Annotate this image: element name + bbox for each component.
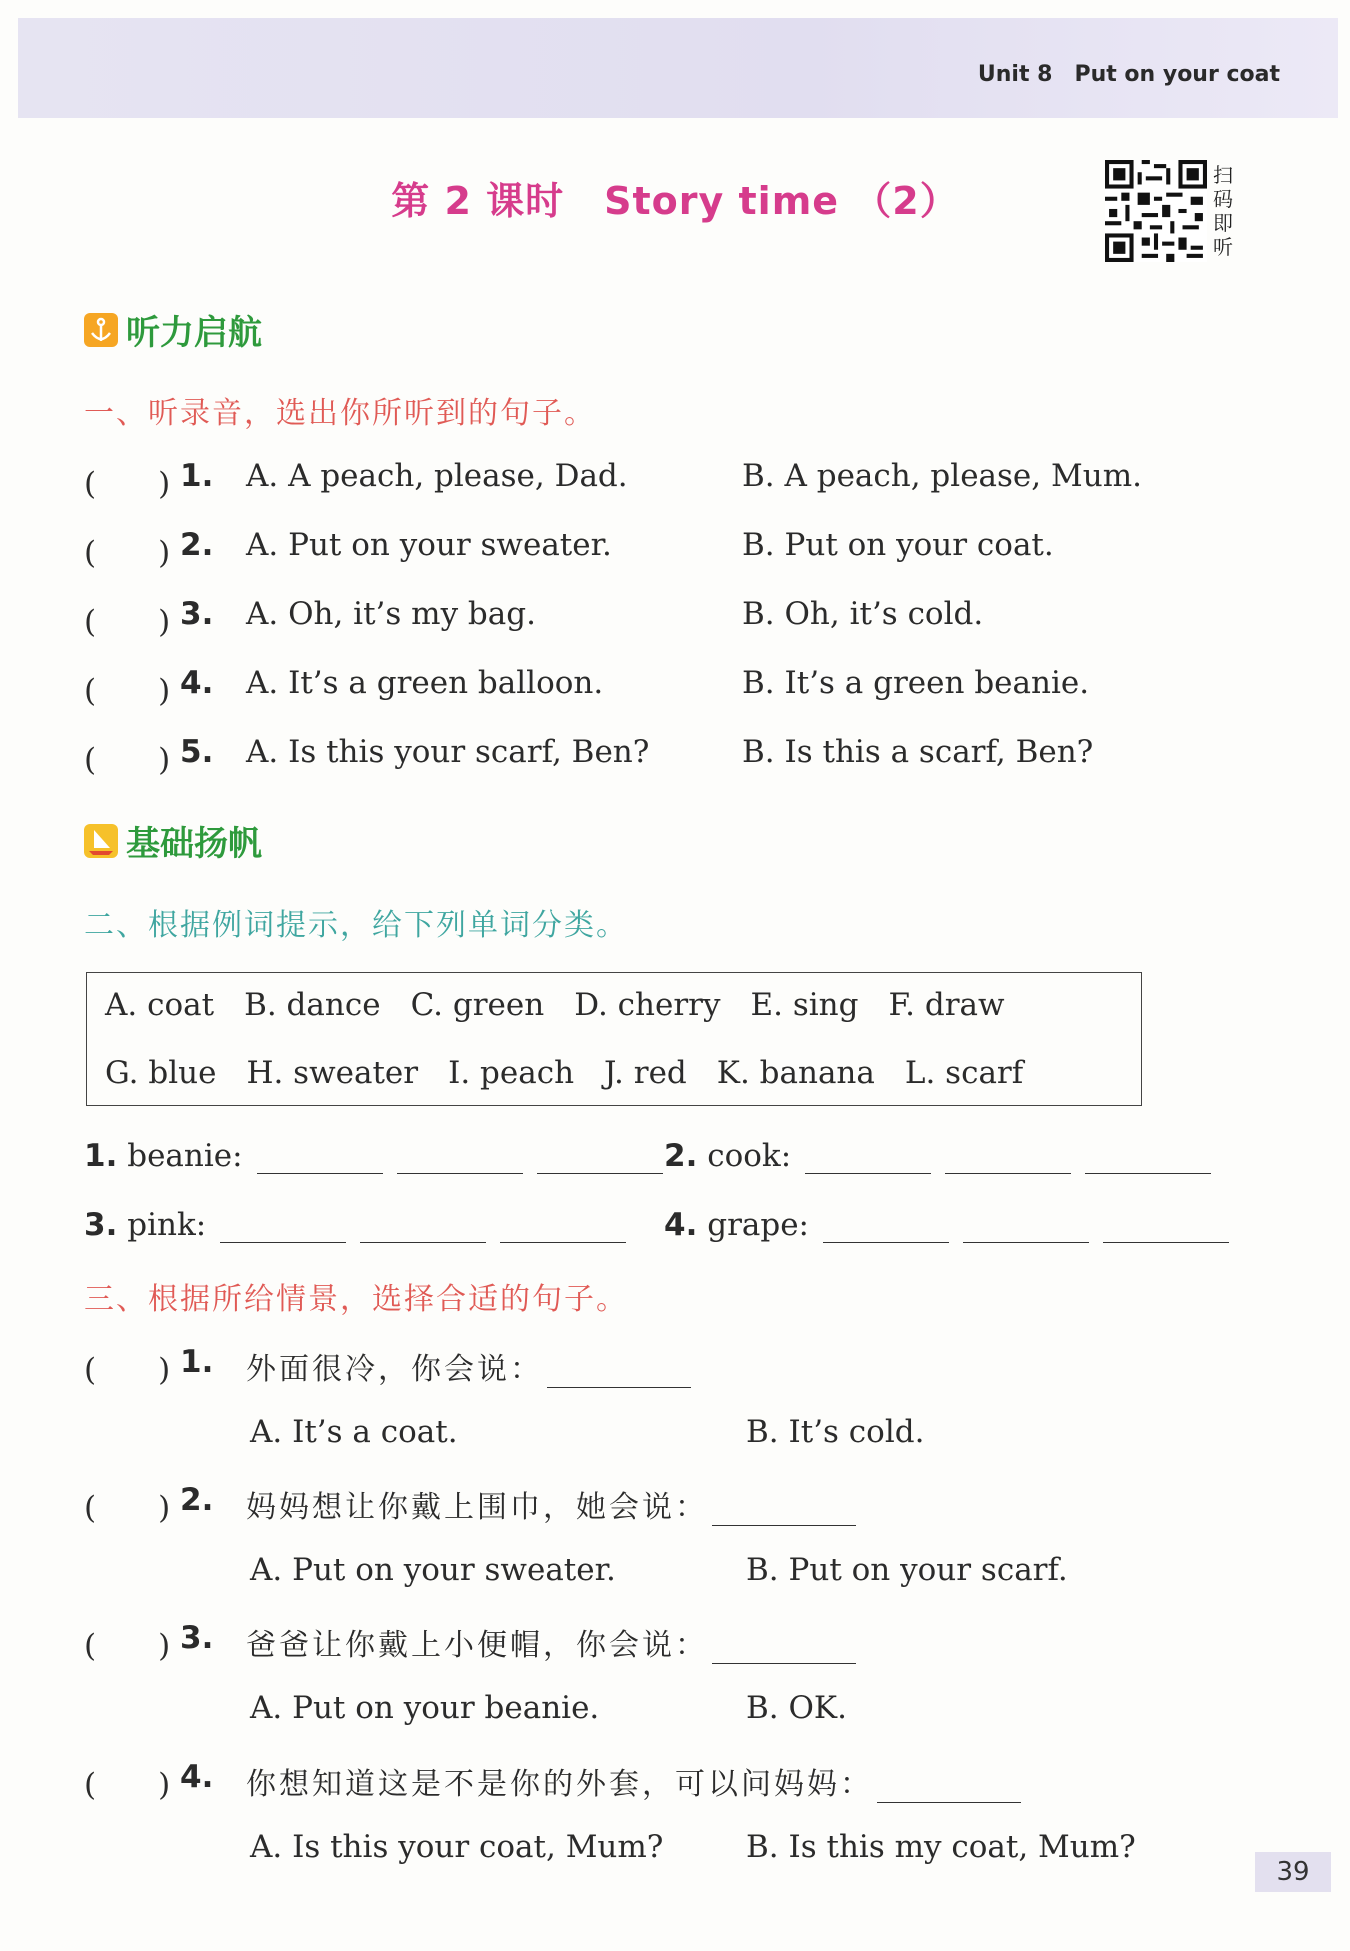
page-number: 39 [1255,1852,1331,1892]
answer-paren[interactable]: ( ) [84,1352,171,1388]
task2-title: 二、根据例词提示，给下列单词分类。 [84,908,628,943]
section-basics-title: 基础扬帆 [126,824,262,864]
option-a: A. It’s a green balloon. [246,665,604,701]
option-b: B. Put on your coat. [742,527,1054,563]
qr-label: 扫码即听 [1213,163,1233,259]
answer-paren[interactable]: ( ) [84,466,171,502]
item-number: 3. [180,596,214,632]
answer-blank[interactable] [547,1357,691,1388]
answer-blank[interactable] [805,1143,931,1174]
answer-blank[interactable] [537,1143,663,1174]
answer-paren[interactable]: ( ) [84,1767,171,1803]
answer-blank[interactable] [945,1143,1071,1174]
word-item: H. sweater [246,1055,419,1091]
task3-item-3-option-a: A. Put on your beanie. [250,1690,600,1726]
scenario-text: 爸爸让你戴上小便帽，你会说： [246,1628,708,1663]
lesson-title-cn: 第 2 课时 [391,179,565,223]
item-number: 5. [180,734,214,770]
item-number: 4. [180,1759,214,1795]
scenario-prompt [246,1620,856,1664]
task3-item-1-option-a: A. It’s a coat. [250,1414,458,1450]
task3-item-3-option-b: B. OK. [746,1690,847,1726]
answer-blank[interactable] [1085,1143,1211,1174]
word-item: E. sing [750,987,859,1023]
category-word: pink: [127,1207,207,1243]
lesson-title-en: Story time （2） [604,179,959,223]
answer-paren[interactable]: ( ) [84,604,171,640]
unit-label [978,62,1280,87]
section-basics [84,816,262,865]
option-b: B. It’s a green beanie. [742,665,1090,701]
task1-title: 一、听录音，选出你所听到的句子。 [84,396,596,431]
scenario-text: 外面很冷，你会说： [246,1352,543,1387]
scenario-prompt [246,1344,691,1388]
answer-blank[interactable] [963,1212,1089,1243]
word-item: J. red [604,1055,687,1091]
answer-paren[interactable]: ( ) [84,742,171,778]
task3-item-2-option-b: B. Put on your scarf. [746,1552,1068,1588]
word-item: B. dance [244,987,381,1023]
word-item: K. banana [716,1055,875,1091]
category-number: 3. [84,1207,118,1243]
word-item: A. coat [105,987,215,1023]
category-1 [84,1138,663,1174]
answer-paren[interactable]: ( ) [84,1490,171,1526]
answer-paren[interactable]: ( ) [84,535,171,571]
scenario-prompt [246,1759,1021,1803]
answer-blank[interactable] [500,1212,626,1243]
task3-item-4-option-b: B. Is this my coat, Mum? [746,1829,1136,1865]
category-word: cook: [707,1138,792,1174]
answer-blank[interactable] [1103,1212,1229,1243]
word-bank-row-1 [105,987,1035,1023]
answer-blank[interactable] [360,1212,486,1243]
category-word: grape: [707,1207,809,1243]
answer-blank[interactable] [257,1143,383,1174]
answer-blank[interactable] [397,1143,523,1174]
task3-item-4-option-a: A. Is this your coat, Mum? [250,1829,664,1865]
answer-paren[interactable]: ( ) [84,673,171,709]
category-4 [664,1207,1229,1243]
word-item: L. scarf [904,1055,1024,1091]
word-item: D. cherry [574,987,721,1023]
sail-icon [84,824,118,858]
item-number: 4. [180,665,214,701]
category-3 [84,1207,626,1243]
answer-blank[interactable] [712,1633,856,1664]
section-listening [84,305,262,354]
anchor-icon [84,313,118,347]
category-2 [664,1138,1211,1174]
option-a: A. Put on your sweater. [246,527,612,563]
item-number: 2. [180,527,214,563]
answer-blank[interactable] [877,1772,1021,1803]
word-bank [86,972,1142,1106]
answer-paren[interactable]: ( ) [84,1628,171,1664]
task3-item-2-option-a: A. Put on your sweater. [250,1552,616,1588]
option-b: B. Is this a scarf, Ben? [742,734,1094,770]
category-number: 2. [664,1138,698,1174]
item-number: 1. [180,458,214,494]
category-word: beanie: [127,1138,243,1174]
answer-blank[interactable] [712,1495,856,1526]
task3-item-1-option-b: B. It’s cold. [746,1414,925,1450]
unit-title: Put on your coat [1074,62,1280,87]
word-item: F. draw [888,987,1005,1023]
word-item: I. peach [448,1055,575,1091]
category-number: 1. [84,1138,118,1174]
word-bank-row-2 [105,1055,1053,1091]
task3-title: 三、根据所给情景，选择合适的句子。 [84,1282,628,1317]
qr-code-icon[interactable] [1105,160,1207,262]
option-a: A. A peach, please, Dad. [246,458,628,494]
option-b: B. Oh, it’s cold. [742,596,984,632]
section-listening-title: 听力启航 [126,313,262,353]
option-b: B. A peach, please, Mum. [742,458,1142,494]
word-item: G. blue [105,1055,217,1091]
answer-blank[interactable] [823,1212,949,1243]
category-number: 4. [664,1207,698,1243]
item-number: 3. [180,1620,214,1656]
scenario-prompt [246,1482,856,1526]
scenario-text: 你想知道这是不是你的外套，可以问妈妈： [246,1767,873,1802]
option-a: A. Is this your scarf, Ben? [246,734,650,770]
item-number: 2. [180,1482,214,1518]
word-item: C. green [410,987,545,1023]
option-a: A. Oh, it’s my bag. [246,596,536,632]
answer-blank[interactable] [220,1212,346,1243]
scenario-text: 妈妈想让你戴上围巾，她会说： [246,1490,708,1525]
unit-number: Unit 8 [977,62,1053,87]
item-number: 1. [180,1344,214,1380]
